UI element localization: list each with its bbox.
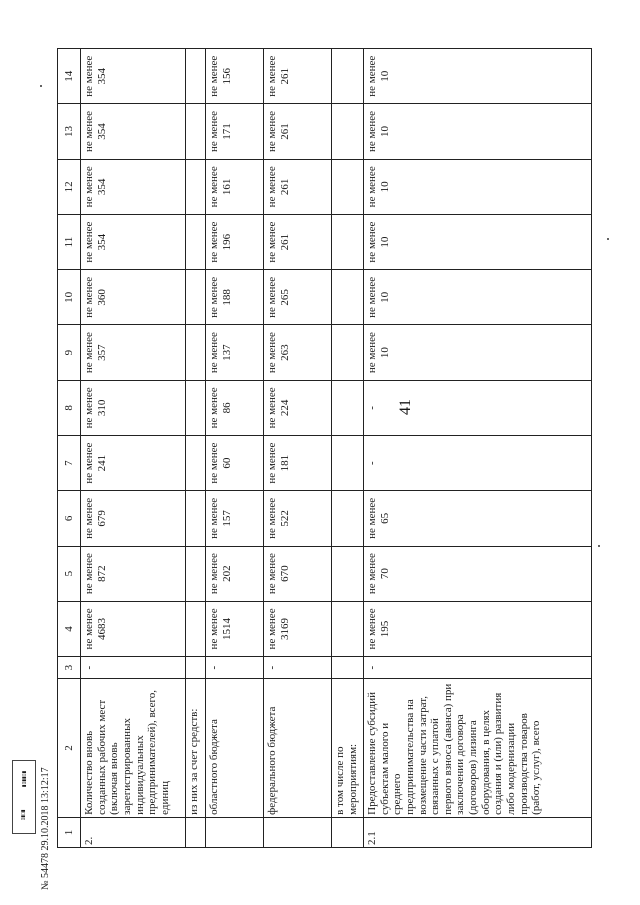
- table-cell: не менее 10: [364, 104, 592, 159]
- header-cell: 11: [58, 214, 81, 269]
- table-cell: -: [264, 657, 332, 679]
- indicators-table: [57, 48, 592, 848]
- table-cell: [332, 325, 364, 380]
- table-cell: не менее 670: [264, 546, 332, 601]
- table-cell: не менее 265: [264, 270, 332, 325]
- row-number: 2.: [81, 817, 186, 847]
- table-cell: [332, 49, 364, 104]
- table-cell: не менее 65: [364, 491, 592, 546]
- table-cell: не менее 10: [364, 325, 592, 380]
- table-cell: [186, 325, 206, 380]
- scan-speck: [607, 238, 609, 240]
- header-cell: 12: [58, 159, 81, 214]
- table-cell: [332, 601, 364, 656]
- scan-speck: [40, 85, 42, 87]
- table-cell: не менее 10: [364, 49, 592, 104]
- table-cell: [332, 159, 364, 214]
- table-row: [81, 49, 186, 848]
- table-cell: не менее 354: [81, 159, 186, 214]
- table-cell: [332, 270, 364, 325]
- table-row: [332, 49, 364, 848]
- table-cell: [332, 546, 364, 601]
- table-cell: [186, 104, 206, 159]
- table-cell: -: [364, 380, 592, 435]
- header-cell: 4: [58, 601, 81, 656]
- table-cell: не менее 181: [264, 436, 332, 491]
- header-row: [58, 49, 81, 848]
- table-cell: [186, 436, 206, 491]
- table-cell: не менее 171: [206, 104, 264, 159]
- header-cell: 6: [58, 491, 81, 546]
- row-number: [264, 817, 332, 847]
- header-cell: 2: [58, 679, 81, 818]
- table-cell: [186, 49, 206, 104]
- page-number: 41: [397, 399, 414, 415]
- table-cell: [186, 491, 206, 546]
- table-cell: не менее 188: [206, 270, 264, 325]
- table-cell: [332, 436, 364, 491]
- table-cell: не менее 86: [206, 380, 264, 435]
- table-cell: [332, 214, 364, 269]
- table-cell: не менее 357: [81, 325, 186, 380]
- row-description: федерального бюджета: [264, 679, 332, 818]
- row-number: [186, 817, 206, 847]
- table-cell: -: [81, 657, 186, 679]
- table-cell: не менее 10: [364, 214, 592, 269]
- table-cell: -: [206, 657, 264, 679]
- table-cell: не менее 161: [206, 159, 264, 214]
- table-cell: [332, 104, 364, 159]
- table-cell: не менее 354: [81, 104, 186, 159]
- row-number: [332, 817, 364, 847]
- row-description: в том числе по мероприятиям:: [332, 679, 364, 818]
- table-cell: не менее 360: [81, 270, 186, 325]
- row-description: областного бюджета: [206, 679, 264, 818]
- registration-stamp: № 54478 29.10.2018 13:12:17: [40, 767, 51, 890]
- table-cell: не менее 261: [264, 104, 332, 159]
- table-cell: [186, 159, 206, 214]
- table-cell: не менее 261: [264, 159, 332, 214]
- table-cell: не менее 241: [81, 436, 186, 491]
- table-cell: не менее 10: [364, 159, 592, 214]
- row-number: 2.1: [364, 817, 592, 847]
- table-cell: [186, 657, 206, 679]
- table-cell: не менее 4683: [81, 601, 186, 656]
- table-cell: не менее 679: [81, 491, 186, 546]
- table-cell: не менее 137: [206, 325, 264, 380]
- table-cell: не менее 202: [206, 546, 264, 601]
- row-number: [206, 817, 264, 847]
- table-cell: [186, 380, 206, 435]
- header-cell: 3: [58, 657, 81, 679]
- table-cell: не менее 354: [81, 49, 186, 104]
- table-cell: не менее 224: [264, 380, 332, 435]
- header-cell: 7: [58, 436, 81, 491]
- table-cell: не менее 354: [81, 214, 186, 269]
- row-description: из них за счет средств:: [186, 679, 206, 818]
- table-cell: -: [364, 657, 592, 679]
- header-cell: 8: [58, 380, 81, 435]
- header-cell: 1: [58, 817, 81, 847]
- table-row: [364, 49, 592, 848]
- row-description: Количество вновь созданных рабочих мест (включая вновь зарегистрированных индивидуальных предпринимателей), всего, единиц: [81, 679, 186, 818]
- table-cell: -: [364, 436, 592, 491]
- table-cell: не менее 195: [364, 601, 592, 656]
- table-cell: не менее 263: [264, 325, 332, 380]
- header-cell: 14: [58, 49, 81, 104]
- scan-speck: [598, 545, 600, 547]
- table-cell: не менее 70: [364, 546, 592, 601]
- table-row: [264, 49, 332, 848]
- table-cell: [332, 380, 364, 435]
- header-cell: 13: [58, 104, 81, 159]
- table-cell: [186, 601, 206, 656]
- table-cell: не менее 10: [364, 270, 592, 325]
- table-row: [186, 49, 206, 848]
- table-cell: не менее 3169: [264, 601, 332, 656]
- table-row: [206, 49, 264, 848]
- table-cell: не менее 157: [206, 491, 264, 546]
- table-cell: не менее 872: [81, 546, 186, 601]
- table-cell: не менее 1514: [206, 601, 264, 656]
- table-cell: не менее 261: [264, 49, 332, 104]
- table-cell: не менее 310: [81, 380, 186, 435]
- row-description: Предоставление субсидий субъектам малого и среднего предпринимательства на возмещение части затрат, связанных с уплатой первого взноса (аванса) при заключении договора (договоров) лизинга оборудования, в целях создания и (или) развития либо модернизации производства товаров (работ, услуг), всего: [364, 679, 592, 818]
- table-cell: [332, 657, 364, 679]
- table-cell: не менее 261: [264, 214, 332, 269]
- table-cell: не менее 522: [264, 491, 332, 546]
- table-cell: [186, 546, 206, 601]
- table-cell: не менее 156: [206, 49, 264, 104]
- table-cell: не менее 196: [206, 214, 264, 269]
- header-cell: 9: [58, 325, 81, 380]
- rotated-table-wrapper: [57, 48, 592, 848]
- table-cell: [186, 214, 206, 269]
- header-cell: 10: [58, 270, 81, 325]
- table-cell: [332, 491, 364, 546]
- registration-sticker: ▮▯▮▮▯▮ ▯▮▯▮: [12, 760, 36, 834]
- header-cell: 5: [58, 546, 81, 601]
- table-cell: [186, 270, 206, 325]
- table-cell: не менее 60: [206, 436, 264, 491]
